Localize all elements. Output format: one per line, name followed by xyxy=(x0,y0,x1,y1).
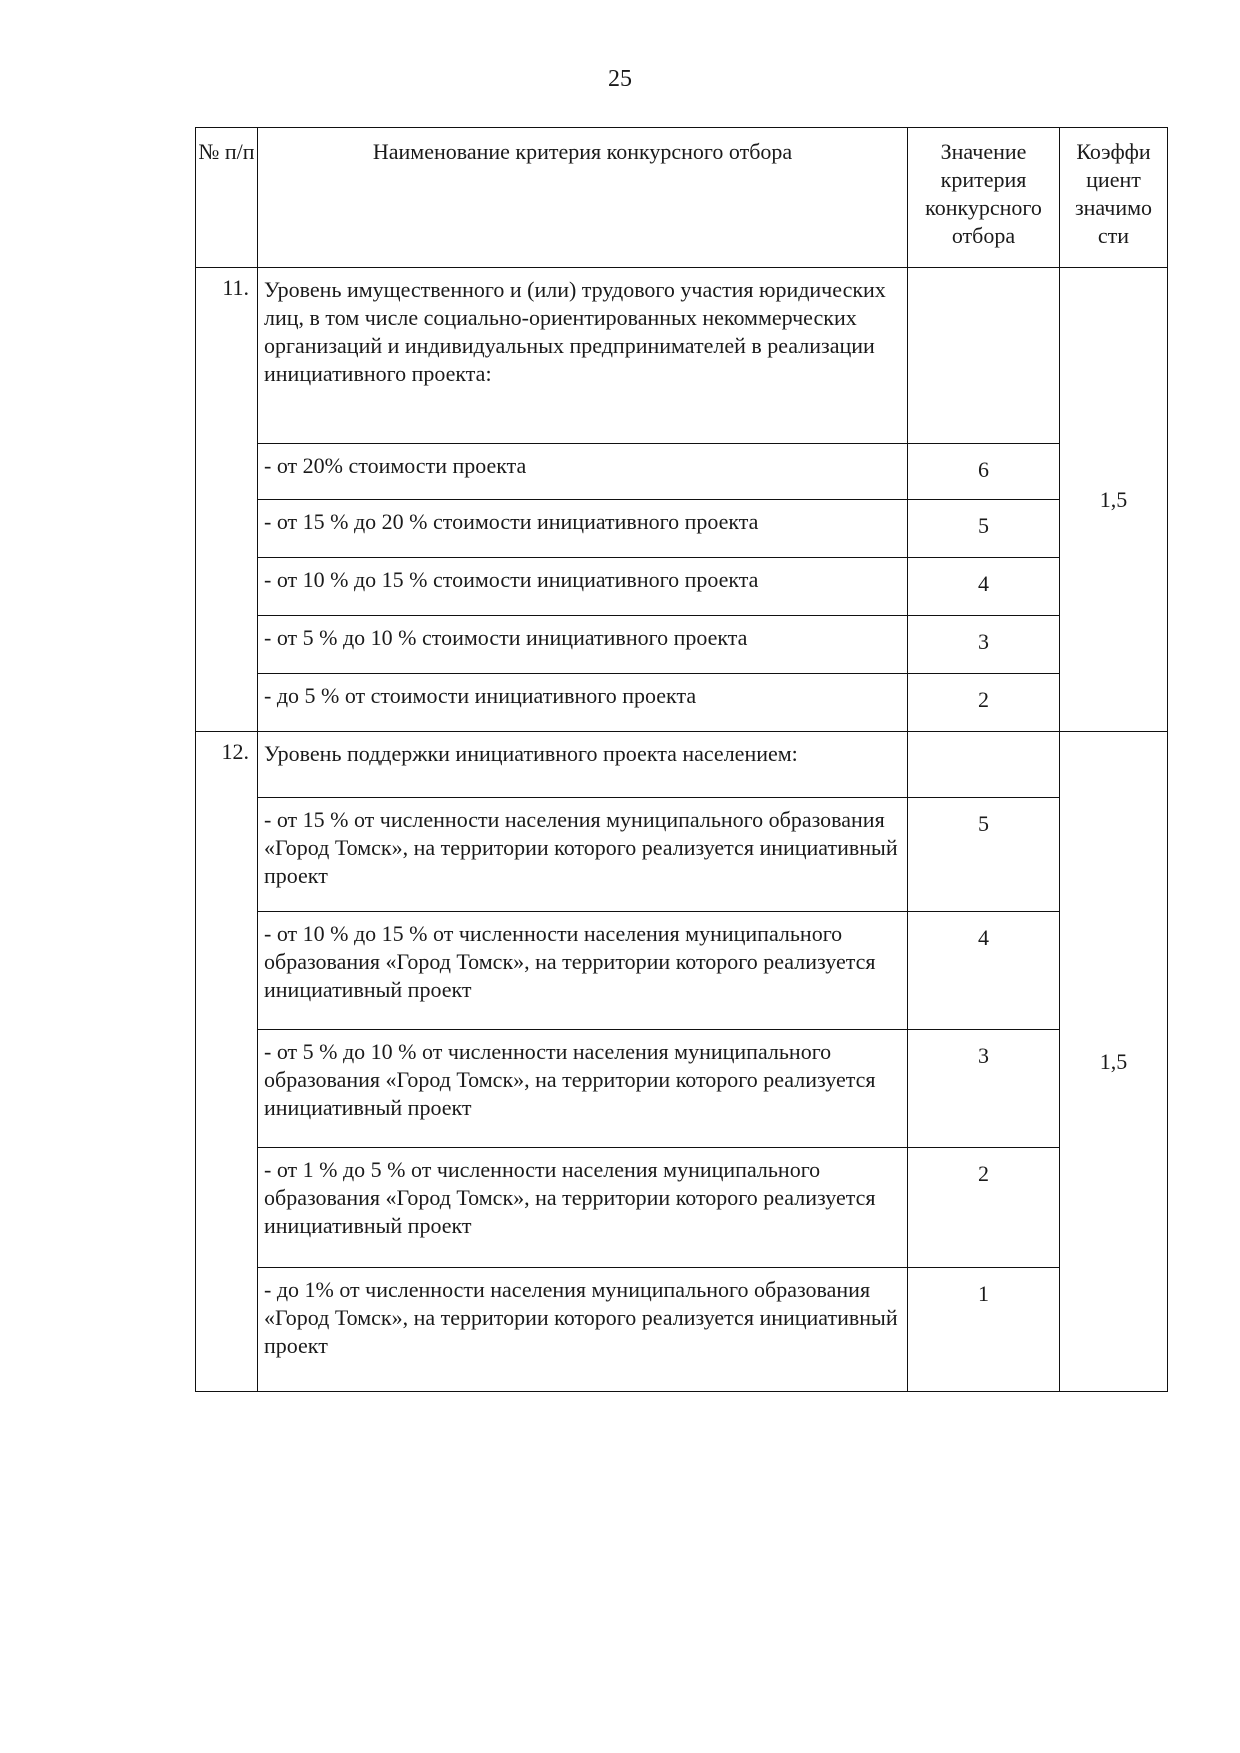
value-cell-empty xyxy=(908,732,1060,798)
criterion-text: - до 5 % от стоимости инициативного проекта xyxy=(258,674,908,732)
header-value: Значение критерия конкурсного отбора xyxy=(908,128,1060,268)
criterion-value: 3 xyxy=(908,616,1060,674)
criterion-value: 4 xyxy=(908,558,1060,616)
criterion-text: - от 15 % от численности населения муниципального образования «Город Томск», на территории которого реализуется инициативный проект xyxy=(258,798,908,912)
criterion-row xyxy=(196,1030,1168,1148)
group-title: Уровень имущественного и (или) трудового участия юридических лиц, в том числе социально-ориентированных некоммерческих организаций и индивидуальных предпринимателей в реализации инициативного проекта: xyxy=(258,268,908,444)
group-row xyxy=(196,268,1168,444)
group-title: Уровень поддержки инициативного проекта населением: xyxy=(258,732,908,798)
criterion-row xyxy=(196,798,1168,912)
criterion-text: - от 15 % до 20 % стоимости инициативного проекта xyxy=(258,500,908,558)
criterion-row xyxy=(196,674,1168,732)
criterion-value: 5 xyxy=(908,500,1060,558)
criterion-row xyxy=(196,1268,1168,1392)
criterion-value: 2 xyxy=(908,1148,1060,1268)
group-number: 11. xyxy=(196,268,258,732)
criteria-table xyxy=(195,127,1168,1392)
header-coef: Коэффи циент значимо сти xyxy=(1060,128,1168,268)
criterion-row xyxy=(196,500,1168,558)
criterion-text: - от 10 % до 15 % стоимости инициативного проекта xyxy=(258,558,908,616)
header-name: Наименование критерия конкурсного отбора xyxy=(258,128,908,268)
criterion-text: - от 20% стоимости проекта xyxy=(258,444,908,500)
group-number: 12. xyxy=(196,732,258,1392)
criterion-text: - от 1 % до 5 % от численности населения муниципального образования «Город Томск», на территории которого реализуется инициативный проект xyxy=(258,1148,908,1268)
criterion-value: 4 xyxy=(908,912,1060,1030)
criterion-value: 2 xyxy=(908,674,1060,732)
group-row xyxy=(196,732,1168,798)
criterion-row xyxy=(196,444,1168,500)
criterion-value: 1 xyxy=(908,1268,1060,1392)
coefficient: 1,5 xyxy=(1060,732,1168,1392)
criterion-row xyxy=(196,558,1168,616)
value-cell-empty xyxy=(908,268,1060,444)
criterion-text: - от 5 % до 10 % стоимости инициативного проекта xyxy=(258,616,908,674)
page-number: 25 xyxy=(608,66,632,92)
criterion-text: - до 1% от численности населения муниципального образования «Город Томск», на территории которого реализуется инициативный проект xyxy=(258,1268,908,1392)
criterion-row xyxy=(196,1148,1168,1268)
header-num: № п/п xyxy=(196,128,258,268)
criterion-value: 3 xyxy=(908,1030,1060,1148)
header-row xyxy=(196,128,1168,268)
criterion-value: 5 xyxy=(908,798,1060,912)
criterion-text: - от 5 % до 10 % от численности населения муниципального образования «Город Томск», на территории которого реализуется инициативный проект xyxy=(258,1030,908,1148)
criterion-row xyxy=(196,912,1168,1030)
coefficient: 1,5 xyxy=(1060,268,1168,732)
criterion-row xyxy=(196,616,1168,674)
criterion-text: - от 10 % до 15 % от численности населения муниципального образования «Город Томск», на территории которого реализуется инициативный проект xyxy=(258,912,908,1030)
criterion-value: 6 xyxy=(908,444,1060,500)
